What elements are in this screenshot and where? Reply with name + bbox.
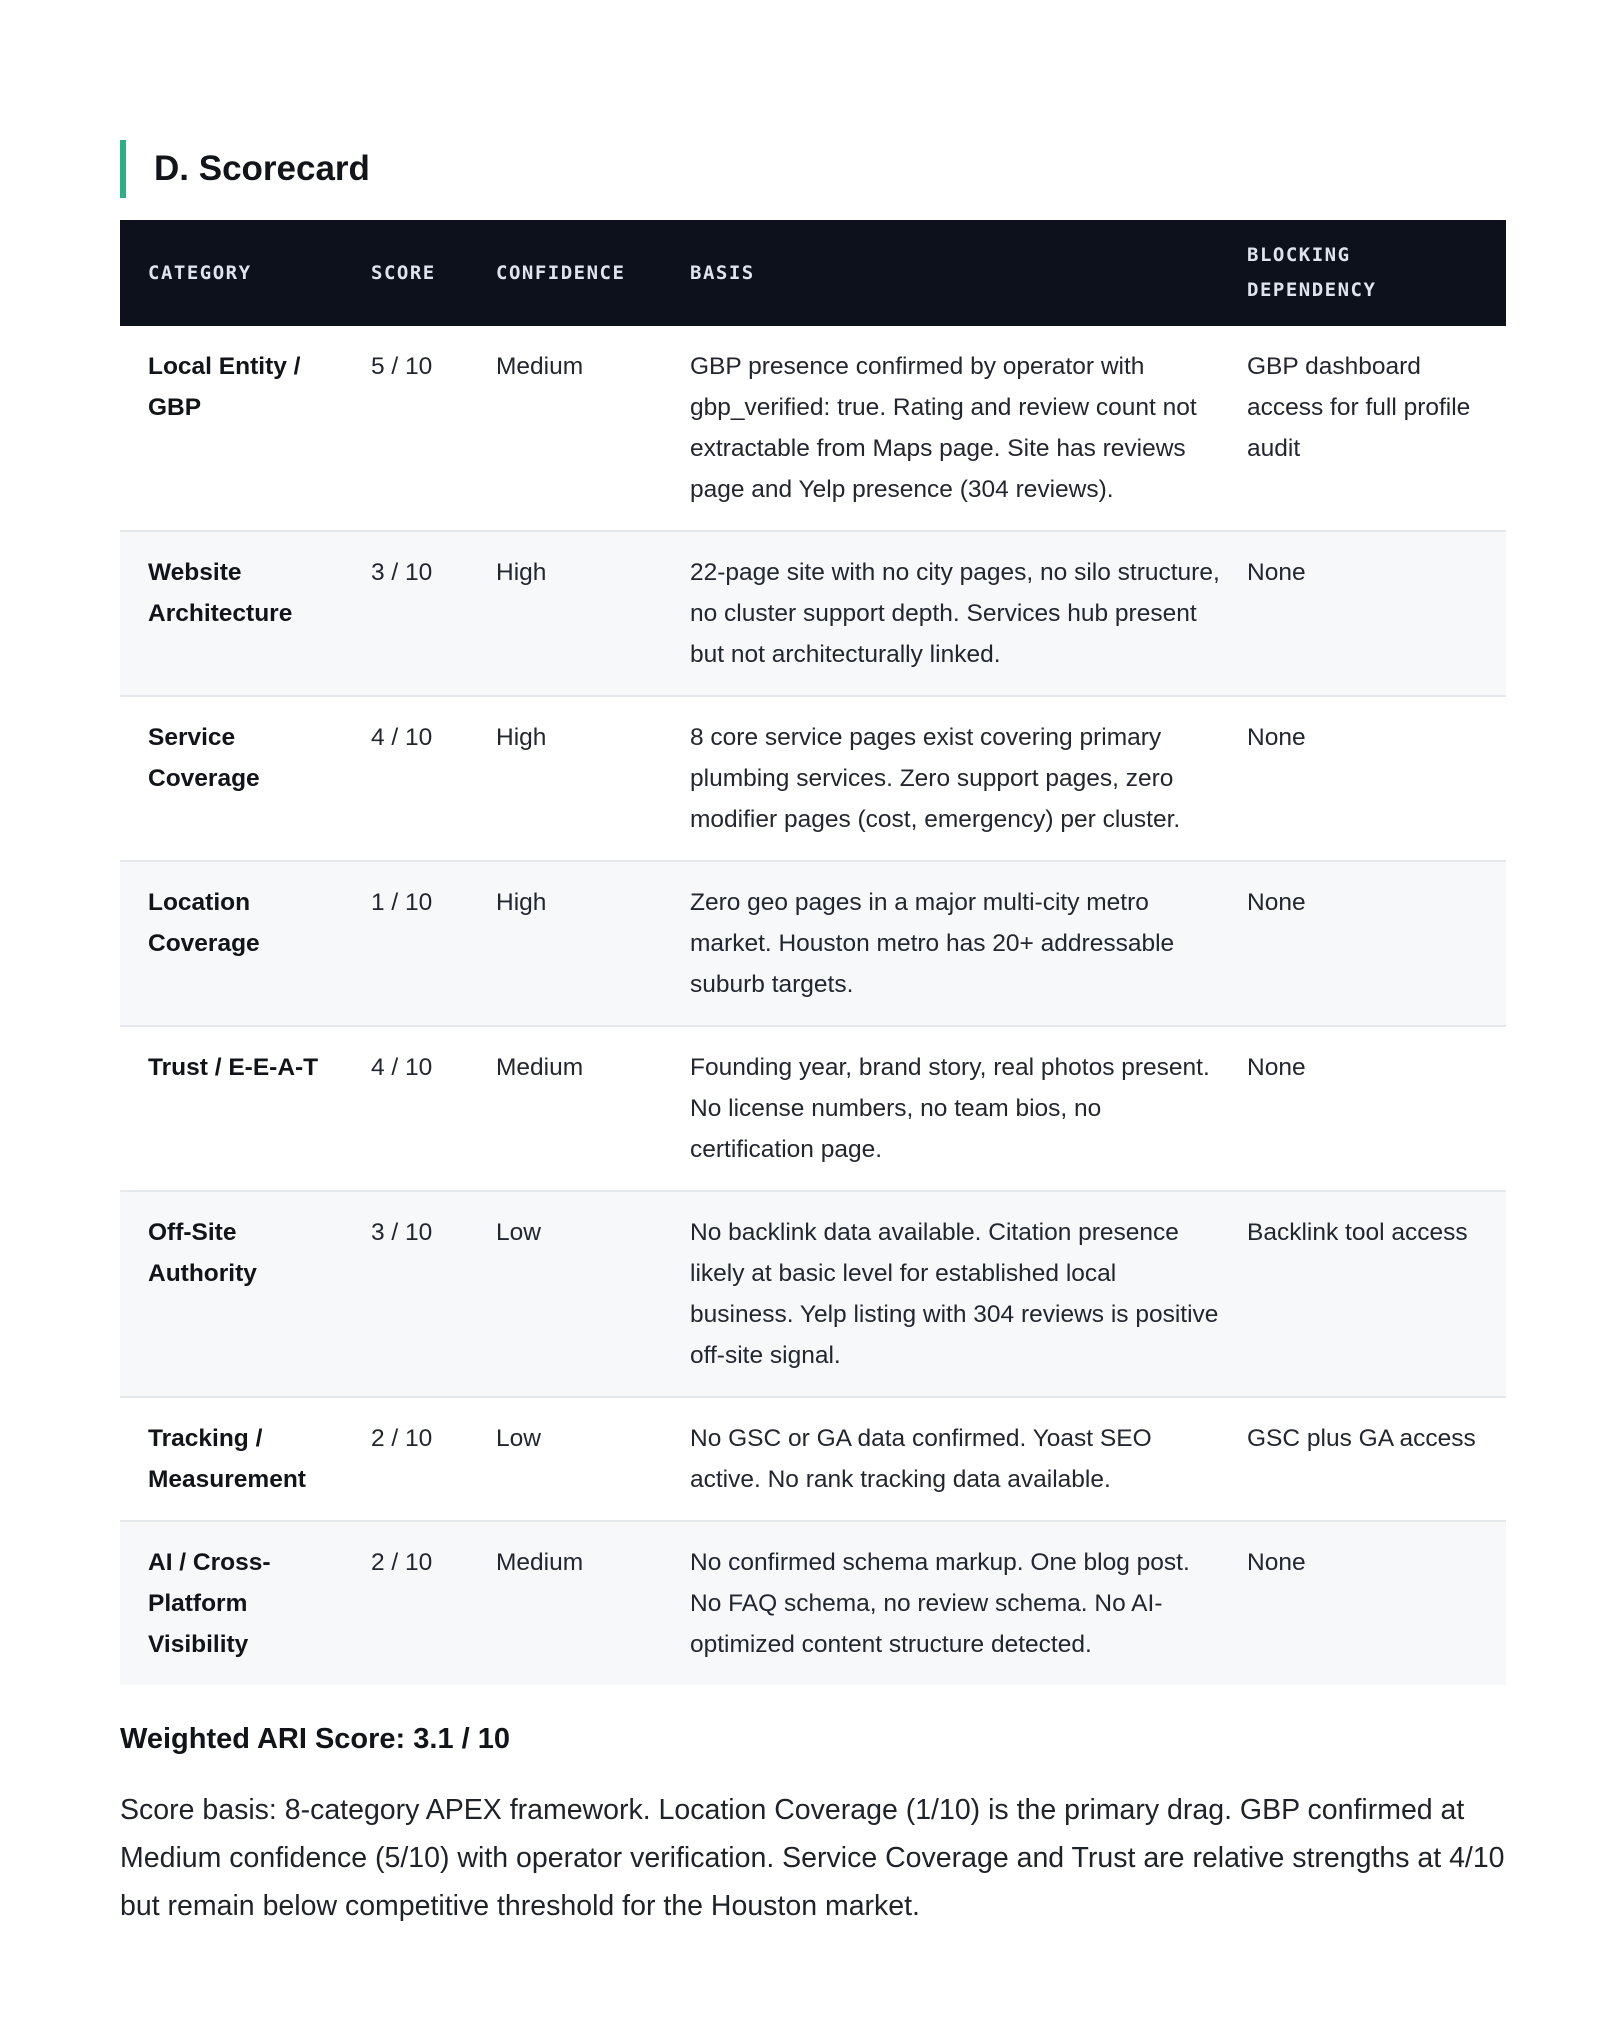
column-header-blocking-dependency [1247,220,1506,326]
basis-cell: 22-page site with no city pages, no silo structure, no cluster support depth. Services hub present but not architecturally linked. [690,559,1220,668]
category-cell: Website Architecture [148,559,293,627]
table-header [120,220,1506,326]
confidence-cell: Low [496,1219,541,1246]
blocking-dependency-cell: None [1247,559,1306,586]
table-row [120,861,1506,1026]
category-cell: Trust / E-E-A-T [148,1054,319,1081]
score-cell: 4 / 10 [371,724,433,751]
column-header-blocking-line2: DEPENDENCY [1247,279,1377,301]
blocking-dependency-cell: None [1247,889,1306,916]
table-row [120,1397,1506,1521]
score-cell: 3 / 10 [371,1219,433,1246]
basis-cell: 8 core service pages exist covering primary plumbing services. Zero support pages, zero modifier pages (cost, emergency) per cluster. [690,724,1181,833]
blocking-dependency-cell: None [1247,1054,1306,1081]
basis-cell: No backlink data available. Citation presence likely at basic level for established local business. Yelp listing with 304 reviews is positive off-site signal. [690,1219,1219,1369]
table-row [120,531,1506,696]
column-header-category: CATEGORY [148,261,252,284]
score-cell: 2 / 10 [371,1549,433,1576]
basis-cell: No GSC or GA data confirmed. Yoast SEO active. No rank tracking data available. [690,1425,1152,1493]
column-header-basis: BASIS [690,261,755,284]
column-header-blocking-line1: BLOCKING [1247,244,1351,266]
basis-cell: Founding year, brand story, real photos present. No license numbers, no team bios, no certification page. [690,1054,1210,1163]
score-basis-paragraph: Score basis: 8-category APEX framework. Location Coverage (1/10) is the primary drag. GBP confirmed at Medium confidence (5/10) with operator verification. Service Coverage and Trust are relative strengths at 4/10 but remain below competitive threshold for the Houston market. [120,1794,1505,1922]
table-row [120,696,1506,861]
column-header-confidence: CONFIDENCE [496,261,626,284]
confidence-cell: High [496,724,547,751]
score-cell: 2 / 10 [371,1425,433,1452]
score-cell: 1 / 10 [371,889,433,916]
basis-cell: Zero geo pages in a major multi-city metro market. Houston metro has 20+ addressable suburb targets. [690,889,1175,998]
blocking-dependency-cell: GSC plus GA access [1247,1425,1476,1452]
confidence-cell: Medium [496,1054,584,1081]
basis-cell: GBP presence confirmed by operator with gbp_verified: true. Rating and review count not extractable from Maps page. Site has reviews page and Yelp presence (304 reviews). [690,353,1197,503]
blocking-dependency-cell: GBP dashboard access for full profile audit [1247,353,1471,462]
blocking-dependency-cell: None [1247,1549,1306,1576]
table-row [120,1026,1506,1191]
category-cell: Off-Site Authority [148,1219,257,1287]
confidence-cell: Medium [496,1549,584,1576]
page-title: D. Scorecard [154,149,370,188]
category-cell: Local Entity / GBP [148,353,301,421]
score-cell: 3 / 10 [371,559,433,586]
scorecard-table [120,220,1506,1685]
table-body [120,326,1506,1685]
blocking-dependency-cell: Backlink tool access [1247,1219,1468,1246]
table-row [120,1191,1506,1397]
category-cell: AI / Cross-Platform Visibility [148,1549,271,1658]
weighted-score: Weighted ARI Score: 3.1 / 10 [120,1723,510,1755]
column-header-score: SCORE [371,261,436,284]
category-cell: Location Coverage [148,889,260,957]
basis-cell: No confirmed schema markup. One blog post. No FAQ schema, no review schema. No AI-optimized content structure detected. [690,1549,1190,1658]
confidence-cell: High [496,559,547,586]
score-cell: 4 / 10 [371,1054,433,1081]
table-row [120,1521,1506,1685]
table-row [120,326,1506,531]
confidence-cell: High [496,889,547,916]
section-heading [120,140,1506,198]
category-cell: Service Coverage [148,724,260,792]
header-row [120,220,1506,326]
blocking-dependency-cell: None [1247,724,1306,751]
confidence-cell: Medium [496,353,584,380]
score-cell: 5 / 10 [371,353,433,380]
scorecard-section [120,140,1506,1930]
heading-accent-bar [120,140,126,198]
category-cell: Tracking / Measurement [148,1425,306,1493]
confidence-cell: Low [496,1425,541,1452]
